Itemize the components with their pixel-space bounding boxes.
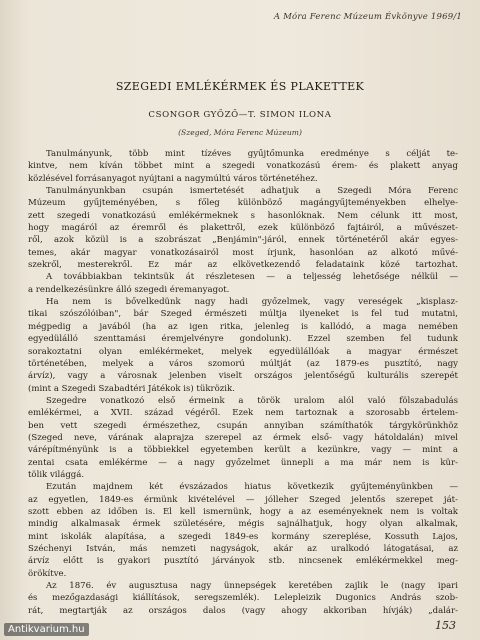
- article-body: [28, 148, 458, 617]
- body-line: egyedülálló szenttamási éremjelvényre gondolunk). Ezzel szemben fel tudunk: [28, 334, 458, 345]
- page-number: 153: [435, 619, 456, 632]
- body-line: várépítményünk is a többiekkel egyetemben került a kezünkre, vagy — mint a: [28, 445, 458, 456]
- body-line: a rendelkezésünkre álló szegedi éremanyagot.: [28, 284, 230, 295]
- body-line: Az 1876. év augusztusa nagy ünnepségek keretében zajlik le (nagy ipari: [46, 581, 458, 592]
- body-line: történetében, melyek a város szomorú múltját (az 1879-es pusztító, nagy: [28, 358, 458, 369]
- body-line: zett szegedi vonatkozású emlékérmeknek s hasonlóknak. Nem célunk itt most,: [28, 210, 458, 221]
- body-line: szott ebben az időben is. El kell ismernünk, hogy a az eseményeknek nem is voltak: [28, 506, 458, 517]
- body-line: Tanulmányunk, több mint tízéves gyűjtőmunka eredménye s célját te-: [46, 149, 458, 159]
- body-line: temes, akár magyar vonatkozásairól most írjunk, hasonlóan az alkotó művé-: [28, 247, 458, 258]
- article-authors: CSONGOR GYŐZŐ—T. SIMON ILONA: [148, 110, 332, 120]
- body-line: sorakoztatni olyan emlékérmeket, melyek egyedülállóak a magyar érmészet: [28, 346, 458, 357]
- body-line: közlésével forrásanyagot nyújtani a nagymúltú város történetéhez.: [28, 173, 318, 184]
- body-line: tikai szószólóiban", bár Szeged érmészeti múltja ilyeneket is fel tud mutatni,: [28, 309, 458, 320]
- body-line: Múzeum gyűjteményében, s főleg különböző magángyűjteményekben elhelye-: [28, 198, 458, 209]
- body-line: mindig alkalmasak érmek születésére, mégis sajnálhatjuk, hogy olyan alkalmak,: [28, 519, 458, 530]
- body-line: árvíz), vagy a városnak jelenben viselt országos jelentőségű kulturális szerepét: [28, 371, 458, 382]
- body-line: Ha nem is bővelkedünk nagy hadi győzelmek, vagy vereségek „kisplasz-: [46, 297, 458, 308]
- body-line: zentai csata emlékérme — a nagy győzelmet ünnepli a ma már nem is kür-: [28, 457, 458, 468]
- body-line: Tanulmányunkban csupán ismertetését adhatjuk a Szegedi Móra Ferenc: [46, 186, 458, 197]
- body-line: ről, azok közül is a szobrászat „Benjámin"-járól, ennek történetéről akár egyes-: [28, 235, 458, 246]
- watermark-logo: Antikvarium.hu: [4, 623, 89, 636]
- body-line: kintve, nem kíván többet mint a szegedi vonatkozású érem- és plakett anyag: [28, 161, 458, 172]
- body-line: emlékérmei, a XVII. század végéről. Ezek nem tartoznak a szorosabb értelem-: [28, 408, 458, 419]
- body-line: rát, megtartják az országos dalos (vagy ahogy akkoriban hívják) „dalár-: [28, 605, 458, 616]
- body-line: Ezután majdnem két évszázados hiatus következik gyűjteményünkben —: [46, 482, 458, 493]
- body-line: mégpedig a javából (ha az igen ritka, jelenleg is kallódó, a maga nemében: [28, 321, 458, 332]
- running-head: A Móra Ferenc Múzeum Évkönyve 1969/1: [273, 12, 462, 22]
- body-line: Szegedre vonatkozó első érmeink a török uralom alól való fölszabadulás: [46, 395, 458, 406]
- body-line: és mezőgazdasági kiállítások, seregszemlék). Lelepleizik Dugonics András szob-: [28, 593, 458, 604]
- body-line: mint iskolák alapítása, a szegedi 1849-es kormány szereplése, Kossuth Lajos,: [28, 531, 458, 542]
- body-line: ben vett szegedi érmészethez, csupán annyiban számíthatók tárgykörünkhöz: [28, 420, 458, 431]
- body-line: (Szeged neve, várának alaprajza szerepel az érmek első- vagy hátoldalán) mivel: [28, 432, 458, 443]
- author-affiliation: (Szeged, Móra Ferenc Múzeum): [178, 128, 302, 137]
- body-line: Széchenyi István, más nemzeti nagyságok, akár az uralkodó látogatásai, az: [28, 544, 458, 554]
- article-title: SZEGEDI EMLÉKÉRMEK ÉS PLAKETTEK: [115, 80, 365, 93]
- body-line: szekről, mesterekről. Ez már az elkövetkezendő feladataink közé tartozhat.: [28, 260, 458, 271]
- body-line: (mint a Szegedi Szabadtéri Játékok is) tükrözik.: [28, 383, 235, 394]
- body-line: árvíz előtt is gyakori pusztító járványok stb. nincsenek emlékérmekkel meg-: [28, 556, 458, 567]
- body-line: örökítve.: [28, 568, 67, 579]
- body-line: hogy magáról az éremről és plakettről, ezek különböző fajtáiról, a művészet-: [28, 223, 458, 234]
- body-line: az egyetlen, 1849-es érmünk kivételével — jólleher Szeged jelentős szerepet ját-: [28, 494, 458, 505]
- body-line: tölik világgá.: [28, 469, 85, 480]
- body-line: A továbbiakban tekintsük át részletesen — a teljesség lehetősége nélkül —: [46, 272, 458, 283]
